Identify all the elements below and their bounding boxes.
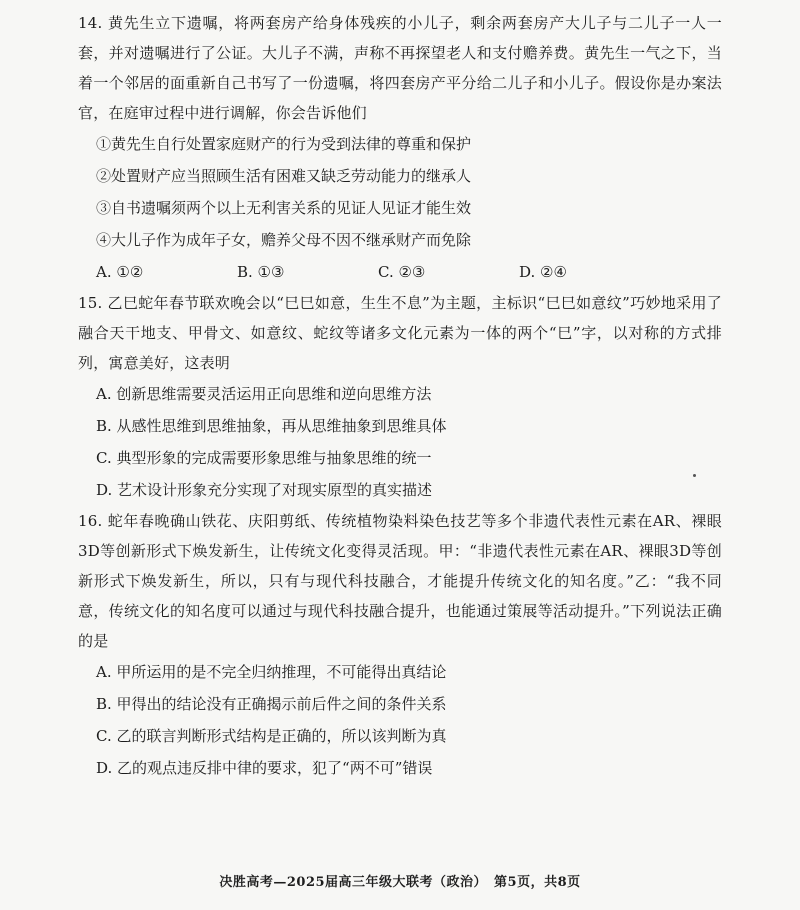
choice-b: B. ①③ xyxy=(237,263,285,281)
question-stem: 16. 蛇年春晚确山铁花、庆阳剪纸、传统植物染料染色技艺等多个非遗代表性元素在AR、裸眼3D等创新形式下焕发新生，让传统文化变得灵活现。甲：“非遗代表性元素在AR、裸眼3D等创新形式下焕发新生，所以，只有与现代科技融合，才能提升传统文化的知名度。”乙：“我不同意，传统文化的知名度可以通过与现代科技融合提升，也能通过策展等活动提升。”下列说法正确的是 xyxy=(78,512,722,650)
statement-item: ④大儿子作为成年子女，赡养父母不因不继承财产而免除 xyxy=(96,231,472,249)
question-14 xyxy=(78,8,722,288)
question-stem: 14. 黄先生立下遗嘱，将两套房产给身体残疾的小儿子，剩余两套房产大儿子与二儿子一人一套，并对遗嘱进行了公证。大儿子不满，声称不再探望老人和支付赡养费。黄先生一气之下，当着一个邻居的面重新自己书写了一份遗嘱，将四套房产平分给二儿子和小儿子。假设你是办案法官，在庭审过程中进行调解，你会告诉他们 xyxy=(78,14,722,122)
choice-b: B. 从感性思维到思维抽象，再从思维抽象到思维具体 xyxy=(96,417,447,435)
question-15 xyxy=(78,288,722,506)
page-footer: 决胜高考—2025届高三年级大联考（政治） 第5页，共8页 xyxy=(219,875,581,890)
choice-a: A. 创新思维需要灵活运用正向思维和逆向思维方法 xyxy=(96,385,432,403)
choice-d: D. 艺术设计形象充分实现了对现实原型的真实描述 xyxy=(96,481,433,499)
statement-item: ①黄先生自行处置家庭财产的行为受到法律的尊重和保护 xyxy=(96,135,472,153)
choice-d: D. ②④ xyxy=(519,263,567,281)
answer-choices xyxy=(78,256,722,288)
choice-a: A. ①② xyxy=(96,263,144,281)
ink-speck xyxy=(693,474,696,477)
statement-list xyxy=(78,128,722,256)
choice-c: C. 乙的联言判断形式结构是正确的，所以该判断为真 xyxy=(96,727,447,745)
statement-item: ③自书遗嘱须两个以上无利害关系的见证人见证才能生效 xyxy=(96,199,472,217)
answer-choices xyxy=(78,378,722,506)
choice-a: A. 甲所运用的是不完全归纳推理，不可能得出真结论 xyxy=(96,663,447,681)
choice-d: D. 乙的观点违反排中律的要求，犯了“两不可”错误 xyxy=(96,759,433,777)
choice-c: C. ②③ xyxy=(378,263,426,281)
question-stem: 15. 乙巳蛇年春节联欢晚会以“巳巳如意，生生不息”为主题，主标识“巳巳如意纹”巧妙地采用了融合天干地支、甲骨文、如意纹、蛇纹等诸多文化元素为一体的两个“巳”字，以对称的方式排列，寓意美好，这表明 xyxy=(78,294,722,372)
choice-c: C. 典型形象的完成需要形象思维与抽象思维的统一 xyxy=(96,449,432,467)
choice-b: B. 甲得出的结论没有正确揭示前后件之间的条件关系 xyxy=(96,695,447,713)
statement-item: ②处置财产应当照顾生活有困难又缺乏劳动能力的继承人 xyxy=(96,167,472,185)
answer-choices xyxy=(78,656,722,784)
question-16 xyxy=(78,506,722,784)
